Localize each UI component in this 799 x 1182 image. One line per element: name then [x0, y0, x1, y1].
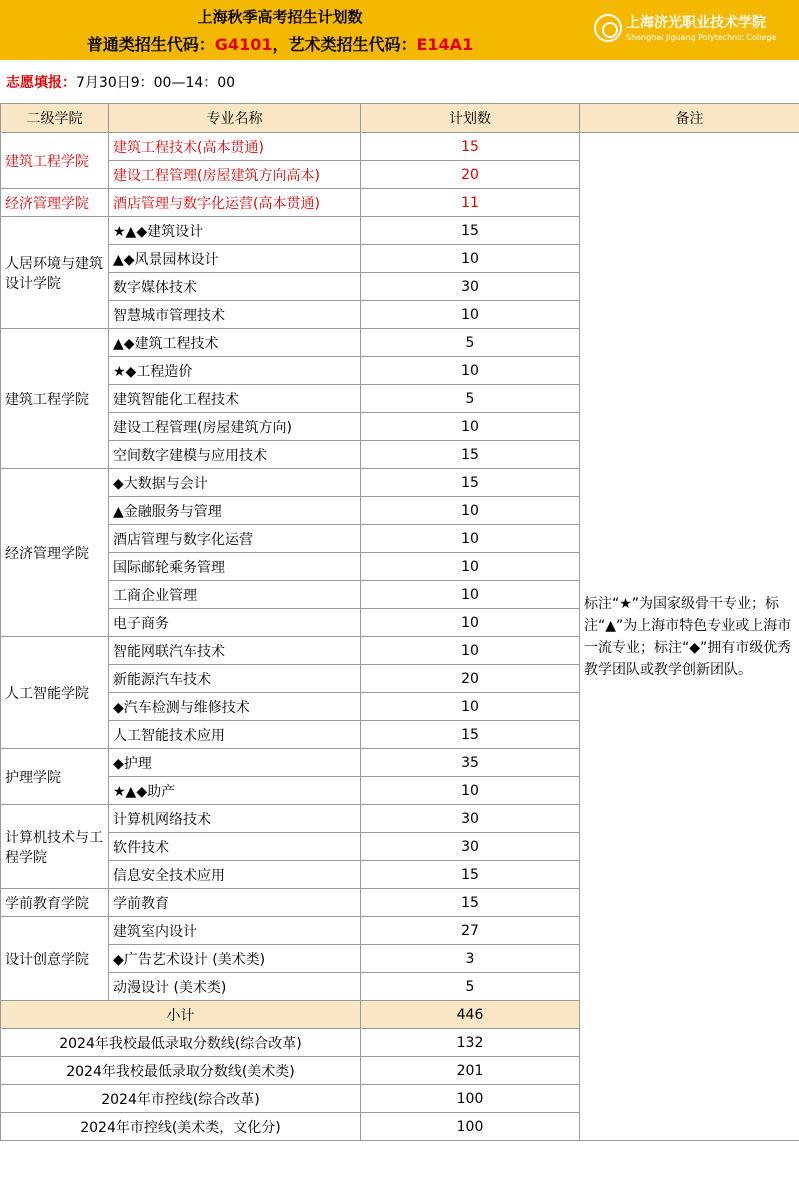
college-cell: 计算机技术与工程学院 — [1, 805, 109, 889]
major-cell: ◆广告艺术设计 (美术类) — [109, 945, 361, 973]
major-cell: 电子商务 — [109, 609, 361, 637]
college-cell: 经济管理学院 — [1, 189, 109, 217]
summary-label: 2024年我校最低录取分数线(美术类) — [1, 1057, 361, 1085]
major-cell: 酒店管理与数字化运营(高本贯通) — [109, 189, 361, 217]
major-cell: ◆护理 — [109, 749, 361, 777]
major-cell: ★◆工程造价 — [109, 357, 361, 385]
count-cell: 10 — [361, 609, 580, 637]
column-header-major: 专业名称 — [109, 104, 361, 133]
major-cell: ▲◆建筑工程技术 — [109, 329, 361, 357]
count-cell: 5 — [361, 973, 580, 1001]
column-header-notes: 备注 — [580, 104, 799, 133]
count-cell: 15 — [361, 441, 580, 469]
count-cell: 30 — [361, 273, 580, 301]
major-cell: 建筑智能化工程技术 — [109, 385, 361, 413]
major-cell: 建设工程管理(房屋建筑方向) — [109, 413, 361, 441]
count-cell: 15 — [361, 721, 580, 749]
summary-label: 小计 — [1, 1001, 361, 1029]
summary-label: 2024年市控线(美术类，文化分) — [1, 1113, 361, 1141]
major-cell: 酒店管理与数字化运营 — [109, 525, 361, 553]
general-code: G4101 — [214, 35, 273, 54]
art-code: E14A1 — [416, 35, 474, 54]
count-cell: 15 — [361, 133, 580, 161]
major-cell: 信息安全技术应用 — [109, 861, 361, 889]
major-cell: ★▲◆助产 — [109, 777, 361, 805]
count-cell: 10 — [361, 581, 580, 609]
count-cell: 20 — [361, 665, 580, 693]
logo-name-cn: 上海济光职业技术学院 — [626, 15, 766, 31]
count-cell: 27 — [361, 917, 580, 945]
count-cell: 20 — [361, 161, 580, 189]
major-cell: 智能网联汽车技术 — [109, 637, 361, 665]
major-cell: 计算机网络技术 — [109, 805, 361, 833]
application-label: 志愿填报： — [6, 75, 76, 91]
count-cell: 10 — [361, 245, 580, 273]
summary-label: 2024年我校最低录取分数线(综合改革) — [1, 1029, 361, 1057]
column-header-count: 计划数 — [361, 104, 580, 133]
college-cell: 人居环境与建筑设计学院 — [1, 217, 109, 329]
count-cell: 10 — [361, 357, 580, 385]
major-cell: 建筑工程技术(高本贯通) — [109, 133, 361, 161]
college-cell: 建筑工程学院 — [1, 329, 109, 469]
count-cell: 10 — [361, 637, 580, 665]
count-cell: 10 — [361, 301, 580, 329]
enrollment-plan-table — [0, 103, 799, 1141]
application-time — [6, 72, 235, 92]
major-cell: ★▲◆建筑设计 — [109, 217, 361, 245]
major-cell: ▲◆风景园林设计 — [109, 245, 361, 273]
major-cell: ▲金融服务与管理 — [109, 497, 361, 525]
college-cell: 护理学院 — [1, 749, 109, 805]
major-cell: 人工智能技术应用 — [109, 721, 361, 749]
major-cell: 工商企业管理 — [109, 581, 361, 609]
summary-value: 132 — [361, 1029, 580, 1057]
count-cell: 15 — [361, 861, 580, 889]
count-cell: 35 — [361, 749, 580, 777]
major-cell: 新能源汽车技术 — [109, 665, 361, 693]
summary-value: 446 — [361, 1001, 580, 1029]
page-title: 上海秋季高考招生计划数 — [197, 8, 363, 26]
table-body — [1, 133, 799, 1141]
count-cell: 10 — [361, 497, 580, 525]
college-cell: 经济管理学院 — [1, 469, 109, 637]
major-cell: 国际邮轮乘务管理 — [109, 553, 361, 581]
count-cell: 10 — [361, 553, 580, 581]
count-cell: 15 — [361, 217, 580, 245]
art-code-label: ，艺术类招生代码： — [272, 35, 417, 54]
table-header-row — [1, 104, 799, 133]
college-cell: 设计创意学院 — [1, 917, 109, 1001]
application-time-value: 7月30日9：00—14：00 — [76, 75, 236, 91]
count-cell: 30 — [361, 805, 580, 833]
logo-name-en: Shanghai Jiguang Polytechnic College — [626, 33, 777, 42]
college-emblem-icon — [594, 14, 622, 42]
count-cell: 5 — [361, 329, 580, 357]
notes-cell: 标注“★”为国家级骨干专业；标注“▲”为上海市特色专业或上海市一流专业；标注“◆”拥有市级优秀教学团队或教学创新团队。 — [580, 133, 799, 1141]
college-cell: 人工智能学院 — [1, 637, 109, 749]
major-cell: ◆汽车检测与维修技术 — [109, 693, 361, 721]
count-cell: 3 — [361, 945, 580, 973]
major-cell: 数字媒体技术 — [109, 273, 361, 301]
major-cell: 建筑室内设计 — [109, 917, 361, 945]
table-row — [1, 133, 799, 161]
summary-value: 201 — [361, 1057, 580, 1085]
count-cell: 15 — [361, 889, 580, 917]
major-cell: 空间数字建模与应用技术 — [109, 441, 361, 469]
major-cell: 智慧城市管理技术 — [109, 301, 361, 329]
count-cell: 10 — [361, 525, 580, 553]
college-cell: 学前教育学院 — [1, 889, 109, 917]
count-cell: 5 — [361, 385, 580, 413]
count-cell: 10 — [361, 413, 580, 441]
major-cell: 学前教育 — [109, 889, 361, 917]
major-cell: 软件技术 — [109, 833, 361, 861]
enrollment-codes — [0, 32, 560, 55]
count-cell: 15 — [361, 469, 580, 497]
college-logo — [594, 10, 794, 50]
general-code-label: 普通类招生代码： — [86, 35, 215, 54]
major-cell: 动漫设计 (美术类) — [109, 973, 361, 1001]
page-header — [0, 0, 799, 60]
summary-label: 2024年市控线(综合改革) — [1, 1085, 361, 1113]
college-cell: 建筑工程学院 — [1, 133, 109, 189]
count-cell: 30 — [361, 833, 580, 861]
summary-value: 100 — [361, 1113, 580, 1141]
count-cell: 10 — [361, 777, 580, 805]
major-cell: ◆大数据与会计 — [109, 469, 361, 497]
summary-value: 100 — [361, 1085, 580, 1113]
count-cell: 10 — [361, 693, 580, 721]
column-header-college: 二级学院 — [1, 104, 109, 133]
count-cell: 11 — [361, 189, 580, 217]
major-cell: 建设工程管理(房屋建筑方向高本) — [109, 161, 361, 189]
